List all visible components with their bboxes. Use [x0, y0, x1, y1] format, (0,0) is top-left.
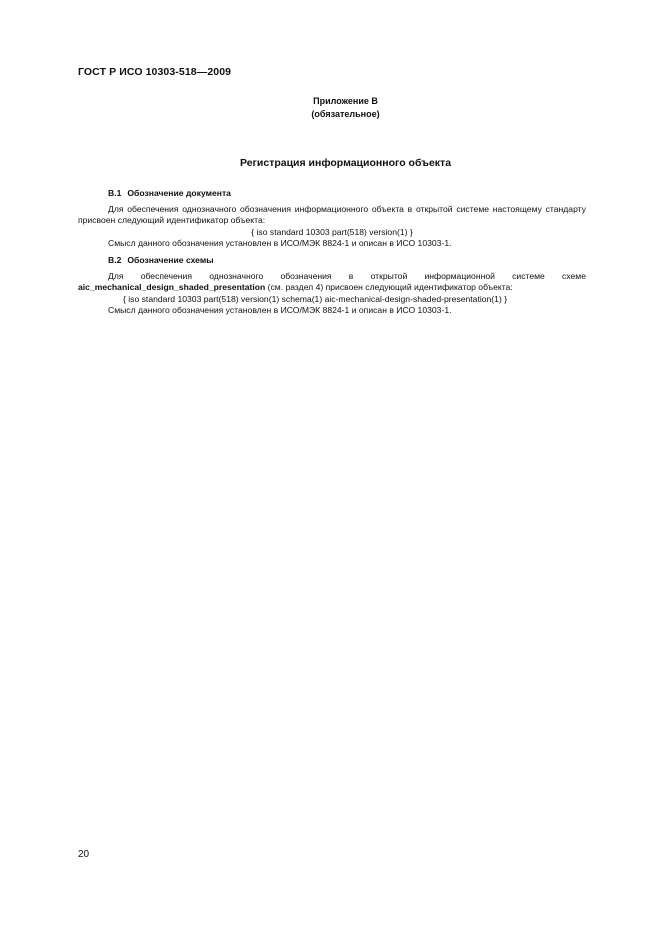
section-number: В.1: [108, 188, 122, 198]
schema-name: aic_mechanical_design_shaded_presentation: [78, 282, 266, 293]
page-number: 20: [78, 849, 90, 860]
section-b1: [78, 188, 586, 250]
section-b2: [78, 255, 586, 317]
section-title: Обозначение документа: [127, 188, 231, 198]
appendix-label: Приложение В: [313, 96, 378, 106]
paragraph: Смысл данного обозначения установлен в ИСО/МЭК 8824-1 и описан в ИСО 10303-1.: [108, 305, 452, 316]
document-body: [78, 188, 586, 317]
object-identifier: { iso standard 10303 part(518) version(1) }: [251, 226, 413, 237]
paragraph: Для обеспечения однозначного обозначения информационного объекта в открытой системе настоящему стандарту присвоен следующий идентификатор объекта:: [78, 203, 586, 226]
appendix-title: Регистрация информационного объекта: [239, 157, 452, 169]
object-identifier: { iso standard 10303 part(518) version(1) schema(1) aic-mechanical-design-shaded-presentation(1) }: [123, 293, 508, 304]
paragraph: Смысл данного обозначения установлен в ИСО/МЭК 8824-1 и описан в ИСО 10303-1.: [108, 238, 452, 249]
paragraph-continuation: (см. раздел 4) присвоен следующий идентификатор объекта:: [265, 282, 513, 293]
appendix-status: (обязательное): [311, 109, 380, 119]
section-number: В.2: [108, 254, 122, 265]
section-heading: [78, 188, 586, 200]
section-heading: [78, 255, 586, 267]
standard-header: ГОСТ Р ИСО 10303-518—2009: [78, 66, 232, 78]
appendix-caption: [0, 95, 661, 121]
paragraph-line: Для обеспечения однозначного обозначения в открытой информационной системе схеме: [108, 270, 586, 281]
section-title: Обозначение схемы: [127, 254, 214, 265]
paragraph: [78, 282, 586, 294]
